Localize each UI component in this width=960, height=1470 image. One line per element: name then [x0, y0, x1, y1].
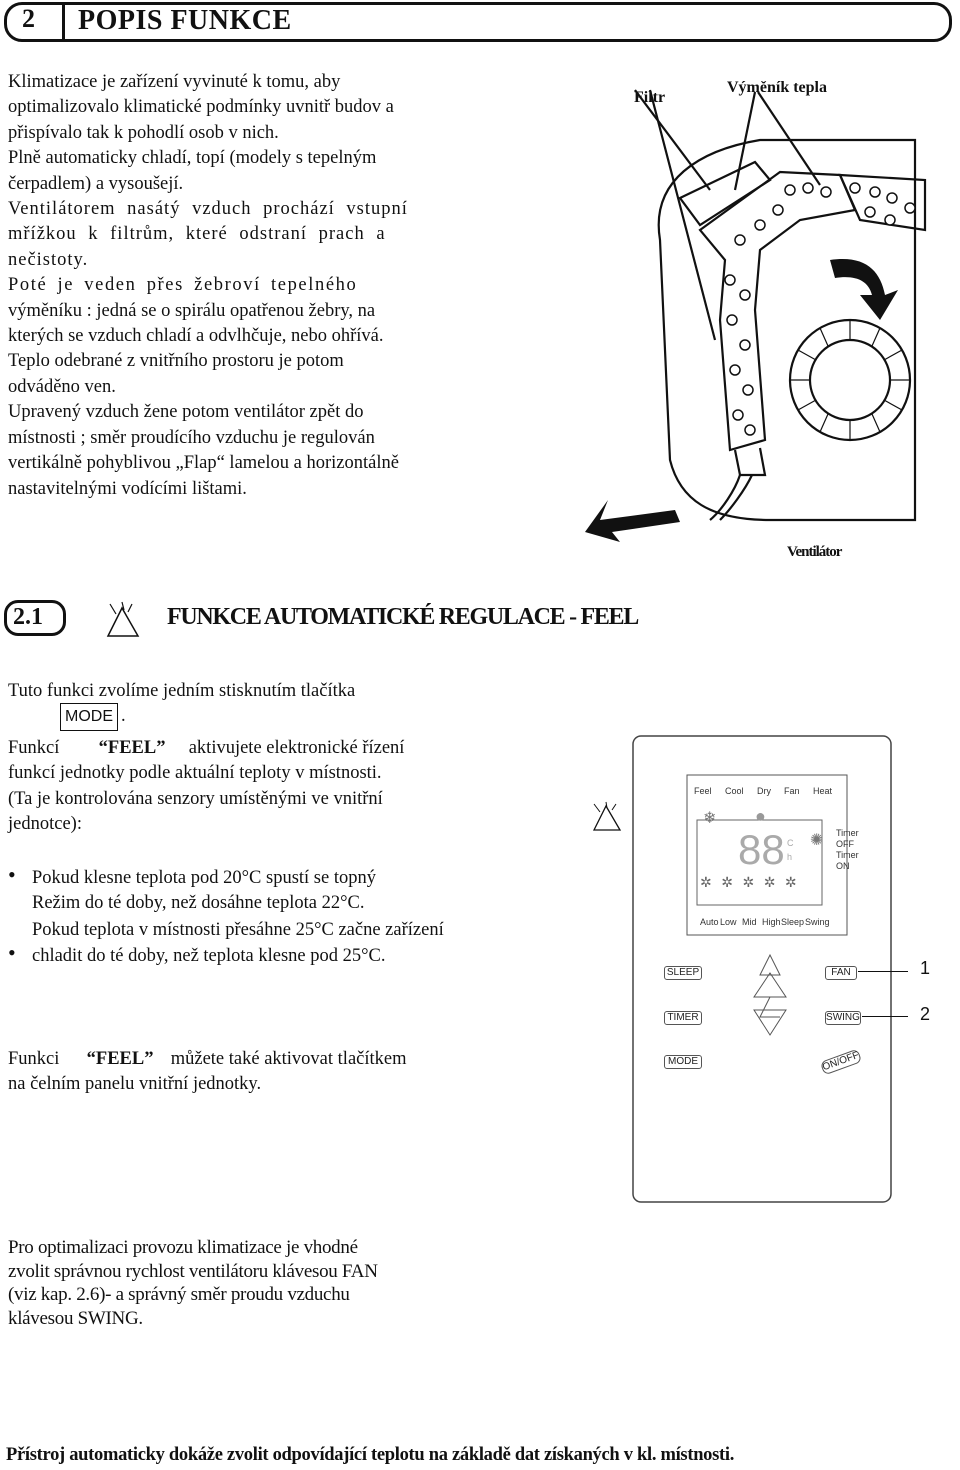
intro-line: kterých se vzduch chladí a odvlhčuje, nebo ohřívá.: [8, 326, 384, 347]
bullet-point: •: [8, 940, 16, 965]
feel-icon: [590, 800, 624, 834]
timer-off-label: OFF: [836, 839, 854, 849]
tip-line: klávesou SWING.: [8, 1307, 143, 1329]
tip-line: Pro optimalizaci provozu klimatizace je vhodné: [8, 1237, 358, 1258]
speed-swing: Swing: [805, 917, 830, 927]
intro-line: čerpadlem) a vysoušejí.: [8, 173, 184, 194]
speed-mid: Mid: [742, 917, 757, 927]
bullet-point: •: [8, 862, 16, 887]
timer-on-label: ON: [836, 861, 850, 871]
feel-keyword: “FEEL”: [98, 738, 166, 758]
feel-keyword: “FEEL”: [86, 1049, 154, 1069]
feel-desc-line: funkcí jednotky podle aktuální teploty v místnosti.: [8, 763, 382, 784]
intro-line: Poté je veden přes žebroví tepelného: [8, 275, 358, 296]
intro-line: optimalizovalo klimatické podmínky uvnitř budov a: [8, 97, 394, 118]
speed-sleep: Sleep: [781, 917, 805, 927]
timer-button[interactable]: TIMER: [664, 1011, 702, 1025]
down-arrow-button[interactable]: [752, 1005, 782, 1037]
intro-line: Ventilátorem nasátý vzduch prochází vstupní: [8, 199, 408, 220]
section-title: POPIS FUNKCE: [78, 5, 292, 36]
bullet-text: Pokud klesne teplota pod 20°C spustí se topný: [32, 868, 376, 888]
mode-key: MODE: [60, 703, 118, 731]
bullet-text: Režim do té doby, než dosáhne teplota 22°C.: [32, 893, 365, 913]
indoor-unit-diagram: [580, 80, 950, 550]
intro-line: mřížkou k filtrům, které odstraní prach a: [8, 224, 386, 245]
subsection-number: 2.1: [13, 604, 43, 630]
feel-icon: [102, 600, 144, 642]
intro-line: místnosti ; směr proudícího vzduchu je regulován: [8, 427, 375, 448]
speed-auto: Auto: [700, 917, 719, 927]
intro-line: nečistoty.: [8, 249, 89, 270]
onoff-button[interactable]: ON/OFF: [820, 1049, 862, 1076]
intro-line: výměníku : jedná se o spirálu opatřenou žebry, na: [8, 300, 376, 321]
fan-label: Ventilátor: [787, 544, 842, 560]
tip-line: (viz kap. 2.6)- a správný směr proudu vzduchu: [8, 1284, 350, 1305]
intro-line: Teplo odebrané z vnitřního prostoru je potom: [8, 351, 344, 372]
intro-line: Klimatizace je zařízení vyvinuté k tomu, aby: [8, 72, 341, 92]
fan-speed-tip: [8, 1236, 448, 1330]
callout-2: 2: [920, 1004, 931, 1024]
mode-heat: Heat: [813, 786, 833, 796]
bullet-text: chladit do té doby, než teplota klesne pod 25°C.: [32, 946, 386, 966]
intro-line: Upravený vzduch žene potom ventilátor zpět do: [8, 402, 364, 423]
subsection-title: FUNKCE AUTOMATICKÉ REGULACE - FEEL: [167, 604, 638, 630]
speed-high: High: [762, 917, 781, 927]
callout-line: [862, 1016, 908, 1017]
callout-line: [858, 971, 908, 972]
mode-cool: Cool: [725, 786, 744, 796]
mode-fan: Fan: [784, 786, 800, 796]
unit-celsius: C: [787, 838, 794, 848]
fan-button[interactable]: FAN: [825, 966, 857, 980]
sentence-end: .: [121, 706, 126, 726]
sun-icon: ✺: [810, 832, 824, 849]
up-arrow-button[interactable]: [752, 965, 782, 997]
display-digits: 88: [738, 826, 785, 873]
mode-dry: Dry: [757, 786, 771, 796]
section-number: 2: [22, 4, 35, 33]
feel-desc-line: jednotce):: [8, 814, 82, 835]
intro-line: Plně automaticky chladí, topí (modely s tepelným: [8, 148, 377, 169]
bullet-text: Pokud teplota v místnosti přesáhne 25°C začne zařízení: [32, 920, 444, 940]
front-panel-text: Funkci: [8, 1049, 65, 1069]
feel-desc-line: (Ta je kontrolována senzory umístěnými ve vnitřní: [8, 788, 383, 809]
intro-line: vertikálně pohyblivou „Flap“ lamelou a horizontálně: [8, 453, 399, 474]
tip-line: zvolit správnou rychlost ventilátoru klávesou FAN: [8, 1260, 378, 1282]
feel-desc-text: Funkcí: [8, 738, 65, 758]
timer-label: Timer: [836, 850, 859, 860]
feel-desc-text: aktivujete elektronické řízení: [188, 738, 405, 758]
feel-description: [8, 736, 453, 838]
timer-label: Timer: [836, 828, 859, 838]
callout-1: 1: [920, 958, 931, 978]
mode-instruction: Tuto funkci zvolíme jedním stisknutím tlačítka: [8, 681, 356, 701]
sleep-button[interactable]: SLEEP: [664, 966, 702, 980]
intro-line: přispívalo tak k pohodlí osob v nich.: [8, 122, 279, 143]
snowflake-icon: ❄: [703, 810, 717, 827]
intro-text: [8, 70, 453, 502]
fan-speed-icon: ✲ ✲ ✲ ✲ ✲: [700, 876, 800, 891]
front-panel-text: můžete také aktivovat tlačítkem: [170, 1049, 407, 1069]
intro-line: nastavitelnými vodícími lištami.: [8, 478, 247, 499]
filter-label: Filtr: [634, 89, 666, 106]
heat-exchanger-label: Výměník tepla: [727, 79, 827, 96]
auto-temperature-note: Přístroj automaticky dokáže zvolit odpovídající teplotu na základě dat získaných v kl. místnosti.: [6, 1445, 735, 1465]
mode-feel: Feel: [694, 786, 712, 796]
front-panel-note: [8, 1047, 458, 1098]
intro-line: odváděno ven.: [8, 376, 116, 397]
speed-low: Low: [720, 917, 737, 927]
front-panel-line: na čelním panelu vnitřní jednotky.: [8, 1074, 262, 1095]
droplet-icon: ●: [755, 806, 766, 826]
unit-hour: h: [787, 852, 793, 862]
header-divider: [62, 2, 65, 42]
mode-button[interactable]: MODE: [664, 1055, 702, 1069]
swing-button[interactable]: SWING: [826, 1012, 860, 1023]
